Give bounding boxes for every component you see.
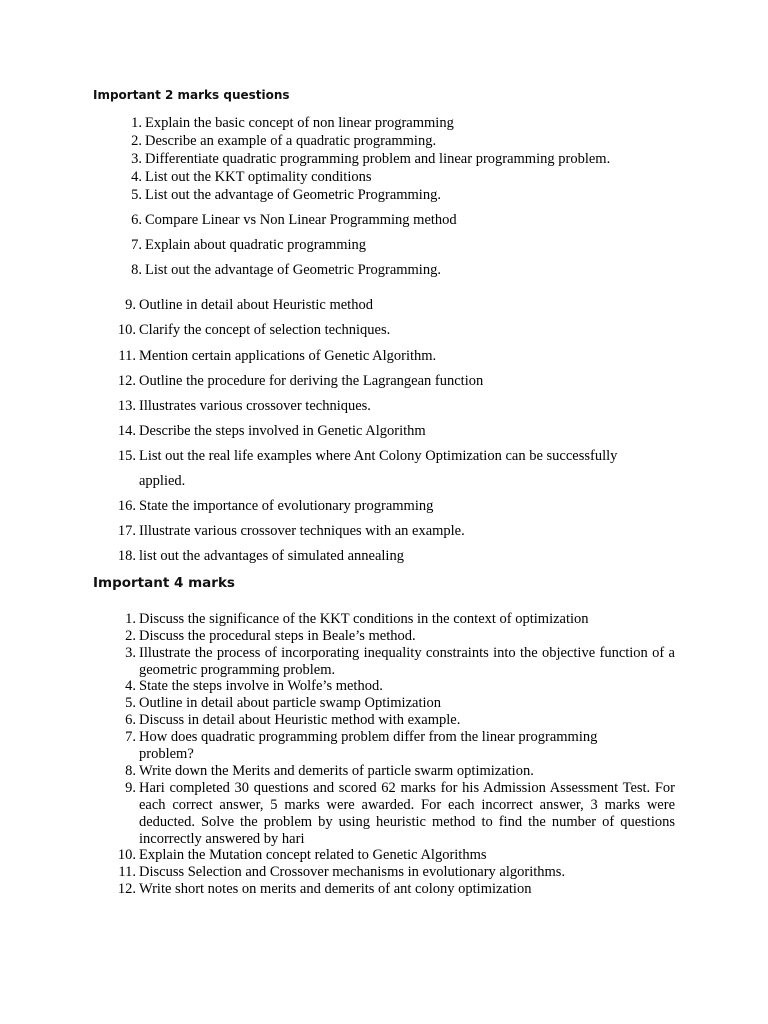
item-text: list out the advantages of simulated annealing xyxy=(139,548,404,564)
item-text: Compare Linear vs Non Linear Programming method xyxy=(145,212,457,228)
item-number: 9. xyxy=(125,780,136,796)
item-text: Outline the procedure for deriving the Lagrangean function xyxy=(139,373,484,389)
item-text: Mention certain applications of Genetic Algorithm. xyxy=(139,348,437,364)
item-number: 16. xyxy=(117,498,136,514)
item-number: 11. xyxy=(118,348,136,364)
item-text: Illustrate the process of incorporating inequality constraints into the objective function of a geometric programming problem. xyxy=(139,645,675,678)
item-text: Differentiate quadratic programming problem and linear programming problem. xyxy=(145,151,611,167)
item-text: Outline in detail about particle swamp Optimization xyxy=(139,695,442,711)
item-text: List out the advantage of Geometric Programming. xyxy=(145,187,441,203)
item-number: 18. xyxy=(117,548,136,564)
item-text: List out the real life examples where Ant Colony Optimization can be successfully xyxy=(139,448,618,464)
item-text: Outline in detail about Heuristic method xyxy=(139,297,373,313)
item-text: Explain about quadratic programming xyxy=(145,237,367,253)
item-number: 5. xyxy=(131,187,142,203)
item-number: 6. xyxy=(125,712,136,728)
item-text: Illustrates various crossover techniques. xyxy=(139,398,371,414)
item-text: Clarify the concept of selection techniques. xyxy=(139,322,391,338)
item-number: 4. xyxy=(131,169,142,185)
item-text: State the importance of evolutionary programming xyxy=(139,498,434,514)
heading-2-marks: Important 2 marks questions xyxy=(93,88,290,102)
item-number: 2. xyxy=(125,628,136,644)
item-number: 8. xyxy=(125,763,136,779)
item-number: 3. xyxy=(131,151,142,167)
item-text: Describe the steps involved in Genetic Algorithm xyxy=(139,423,426,439)
item-number: 14. xyxy=(117,423,136,439)
item-number: 1. xyxy=(125,611,136,627)
item-number: 3. xyxy=(125,645,136,661)
item-number: 6. xyxy=(131,212,142,228)
item-text: applied. xyxy=(139,473,186,489)
item-number: 15. xyxy=(117,448,136,464)
item-text: List out the KKT optimality conditions xyxy=(145,169,372,185)
item-text: State the steps involve in Wolfe’s method. xyxy=(139,678,383,694)
item-text: Discuss the significance of the KKT conditions in the context of optimization xyxy=(139,611,589,627)
item-number: 8. xyxy=(131,262,142,278)
item-number: 10. xyxy=(117,847,136,863)
item-number: 7. xyxy=(131,237,142,253)
item-number: 17. xyxy=(117,523,136,539)
item-number: 2. xyxy=(131,133,142,149)
item-number: 12. xyxy=(117,881,136,897)
item-text: List out the advantage of Geometric Programming. xyxy=(145,262,441,278)
item-number: 4. xyxy=(125,678,136,694)
item-text: Discuss Selection and Crossover mechanisms in evolutionary algorithms. xyxy=(139,864,566,880)
item-number: 1. xyxy=(131,115,142,131)
item-text: Illustrate various crossover techniques with an example. xyxy=(139,523,465,539)
item-number: 7. xyxy=(125,729,136,745)
item-number: 10. xyxy=(117,322,136,338)
item-text: Discuss in detail about Heuristic method with example. xyxy=(139,712,461,728)
item-number: 12. xyxy=(117,373,136,389)
item-number: 11. xyxy=(118,864,136,880)
item-text: Explain the Mutation concept related to Genetic Algorithms xyxy=(139,847,487,863)
item-text: How does quadratic programming problem differ from the linear programming problem? xyxy=(139,729,598,762)
item-text: Write short notes on merits and demerits of ant colony optimization xyxy=(139,881,532,897)
heading-4-marks: Important 4 marks xyxy=(93,575,235,591)
item-text: Write down the Merits and demerits of particle swarm optimization. xyxy=(139,763,534,779)
item-text: Hari completed 30 questions and scored 62 marks for his Admission Assessment Test. For each correct answer, 5 marks were awarded. For each incorrect answer, 3 marks were deducted. Solve the problem by using heuristic method to find the number of questions incorrectly answered by hari xyxy=(139,780,675,847)
item-number: 13. xyxy=(117,398,136,414)
item-text: Explain the basic concept of non linear programming xyxy=(145,115,454,131)
item-number: 9. xyxy=(125,297,136,313)
item-number: 5. xyxy=(125,695,136,711)
item-text: Describe an example of a quadratic programming. xyxy=(145,133,437,149)
item-text: Discuss the procedural steps in Beale’s method. xyxy=(139,628,416,644)
